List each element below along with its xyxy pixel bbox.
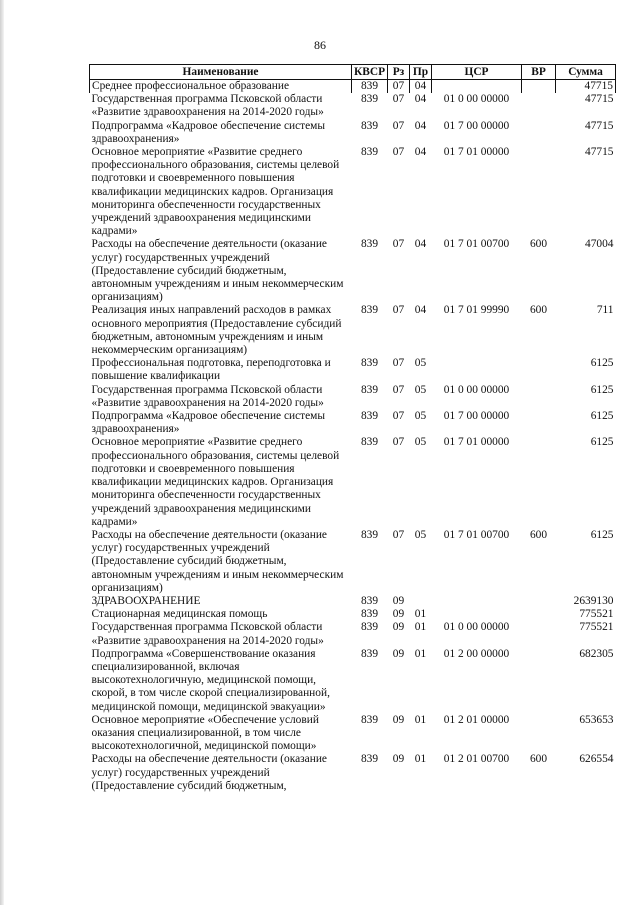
cell-name: Реализация иных направлений расходов в рамках основного мероприятия (Предоставление субсидий бюджетным, автономным учреждениям и иным некоммерческим организациям) <box>91 304 342 357</box>
cell-vr: 600 <box>529 528 548 541</box>
cell-pr: 01 <box>414 713 427 726</box>
table-row <box>90 80 616 94</box>
cell-vr <box>522 648 556 714</box>
table-row <box>90 93 616 119</box>
cell-rz: 07 <box>392 410 405 423</box>
cell-csr: 01 7 01 00000 <box>443 436 510 449</box>
cell-vr <box>522 608 556 621</box>
cell-vr: 600 <box>529 304 548 317</box>
cell-csr: 01 7 00 00000 <box>443 410 510 423</box>
cell-rz: 09 <box>392 608 405 621</box>
cell-rz: 07 <box>392 357 405 370</box>
table-row <box>90 238 616 304</box>
cell-vr <box>522 120 556 146</box>
cell-name: Государственная программа Псковской области «Развитие здравоохранения на 2014-2020 годы» <box>91 621 324 647</box>
cell-pr: 04 <box>414 238 427 251</box>
cell-kvsr: 839 <box>360 647 379 660</box>
cell-csr <box>432 608 522 621</box>
cell-pr: 04 <box>414 304 427 317</box>
cell-pr: 01 <box>414 647 427 660</box>
cell-sum: 2639130 <box>573 594 614 607</box>
cell-pr: 01 <box>414 621 427 634</box>
header-rz: Рз <box>388 65 410 80</box>
cell-sum: 711 <box>596 304 614 317</box>
cell-vr <box>522 146 556 238</box>
cell-csr <box>432 357 522 383</box>
table-header-row <box>90 65 616 80</box>
cell-kvsr: 839 <box>360 528 379 541</box>
cell-rz: 09 <box>392 594 405 607</box>
cell-kvsr: 839 <box>360 93 379 106</box>
cell-kvsr: 839 <box>360 594 379 607</box>
cell-pr: 04 <box>410 80 432 94</box>
table-row <box>90 436 616 528</box>
cell-sum: 47715 <box>585 119 614 132</box>
cell-sum: 6125 <box>590 528 614 541</box>
cell-kvsr: 839 <box>360 753 379 766</box>
cell-name: Государственная программа Псковской области «Развитие здравоохранения на 2014-2020 годы» <box>91 93 324 119</box>
cell-rz: 09 <box>392 753 405 766</box>
cell-csr: 01 7 01 00700 <box>443 528 510 541</box>
table-row <box>90 384 616 410</box>
cell-sum: 6125 <box>590 436 614 449</box>
cell-csr: 01 0 00 00000 <box>443 93 510 106</box>
cell-pr <box>410 595 432 608</box>
header-kvsr: КВСР <box>352 65 388 80</box>
cell-csr: 01 2 01 00000 <box>443 713 510 726</box>
cell-csr: 01 7 01 99990 <box>443 304 510 317</box>
cell-rz: 07 <box>392 93 405 106</box>
cell-kvsr: 839 <box>360 436 379 449</box>
cell-sum: 6125 <box>590 383 614 396</box>
header-sum: Сумма <box>556 65 616 80</box>
cell-csr <box>432 80 522 94</box>
cell-kvsr: 839 <box>360 383 379 396</box>
table-body <box>90 80 616 793</box>
cell-name: Государственная программа Псковской области «Развитие здравоохранения на 2014-2020 годы» <box>91 383 324 409</box>
cell-vr <box>522 621 556 647</box>
cell-rz: 07 <box>392 383 405 396</box>
cell-csr: 01 0 00 00000 <box>443 383 510 396</box>
cell-pr: 05 <box>414 383 427 396</box>
cell-name: Стационарная медицинская помощь <box>91 608 268 621</box>
cell-kvsr: 839 <box>360 713 379 726</box>
cell-kvsr: 839 <box>360 146 379 159</box>
cell-sum: 626554 <box>579 753 614 766</box>
cell-vr <box>522 436 556 528</box>
cell-sum: 6125 <box>590 410 614 423</box>
cell-name: Основное мероприятие «Развитие среднего профессионального образования, системы целевой подготовки и своевременного повышения квалификации медицинских кадров. Организация мониторинга обеспеченности государственных учреждений здравоохранения медицинскими кадрами» <box>91 436 340 528</box>
cell-pr: 04 <box>414 146 427 159</box>
cell-csr: 01 7 01 00000 <box>443 146 510 159</box>
cell-vr <box>522 714 556 754</box>
cell-rz: 09 <box>392 647 405 660</box>
cell-vr <box>522 595 556 608</box>
cell-csr: 01 2 00 00000 <box>443 647 510 660</box>
cell-kvsr: 839 <box>352 80 388 94</box>
cell-rz: 07 <box>392 238 405 251</box>
cell-sum: 6125 <box>590 357 614 370</box>
cell-rz: 07 <box>392 146 405 159</box>
cell-rz: 09 <box>392 621 405 634</box>
table-row <box>90 410 616 436</box>
cell-name: Подпрограмма «Кадровое обеспечение системы здравоохранения» <box>91 119 326 145</box>
header-csr: ЦСР <box>432 65 522 80</box>
scan-edge <box>0 0 4 905</box>
cell-vr <box>522 410 556 436</box>
cell-pr: 01 <box>414 608 427 621</box>
cell-name: Расходы на обеспечение деятельности (оказание услуг) государственных учреждений (Предоставление субсидий бюджетным, автономным учреждениям и иным некоммерческим организациям) <box>91 528 344 594</box>
cell-rz: 07 <box>388 80 410 94</box>
header-name: Наименование <box>90 65 352 80</box>
cell-name: Профессиональная подготовка, переподготовка и повышение квалификации <box>91 357 331 383</box>
table-row <box>90 146 616 238</box>
cell-csr: 01 0 00 00000 <box>443 621 510 634</box>
table-row <box>90 357 616 383</box>
cell-sum: 682305 <box>579 647 614 660</box>
table-row <box>90 595 616 608</box>
page-number: 86 <box>314 38 326 52</box>
cell-rz: 07 <box>392 304 405 317</box>
cell-rz: 07 <box>392 528 405 541</box>
cell-pr: 05 <box>414 436 427 449</box>
table-row <box>90 529 616 595</box>
cell-vr <box>522 93 556 119</box>
cell-rz: 07 <box>392 119 405 132</box>
cell-vr <box>522 384 556 410</box>
cell-kvsr: 839 <box>360 608 379 621</box>
cell-kvsr: 839 <box>360 304 379 317</box>
table-row <box>90 753 616 793</box>
cell-csr: 01 7 01 00700 <box>443 238 510 251</box>
cell-name: Среднее профессиональное образование <box>90 80 352 94</box>
cell-kvsr: 839 <box>360 238 379 251</box>
cell-sum: 47004 <box>585 238 614 251</box>
cell-sum: 653653 <box>579 713 614 726</box>
cell-sum: 47715 <box>556 80 616 94</box>
cell-pr: 05 <box>414 528 427 541</box>
table-row <box>90 648 616 714</box>
header-vr: ВР <box>522 65 556 80</box>
cell-pr: 04 <box>414 119 427 132</box>
cell-name: Основное мероприятие «Развитие среднего профессионального образования, системы целевой подготовки и своевременного повышения квалификации медицинских кадров. Организация мониторинга обеспеченности государственных учреждений здравоохранения медицинскими кадрами» <box>91 146 340 238</box>
cell-kvsr: 839 <box>360 410 379 423</box>
table-row <box>90 621 616 647</box>
cell-name: ЗДРАВООХРАНЕНИЕ <box>91 594 201 607</box>
cell-name: Расходы на обеспечение деятельности (оказание услуг) государственных учреждений (Предоставление субсидий бюджетным, <box>91 753 327 792</box>
cell-kvsr: 839 <box>360 119 379 132</box>
table-row <box>90 714 616 754</box>
cell-vr <box>522 357 556 383</box>
cell-sum: 775521 <box>579 608 614 621</box>
cell-name: Расходы на обеспечение деятельности (оказание услуг) государственных учреждений (Предоставление субсидий бюджетным, автономным учреждениям и иным некоммерческим организациям) <box>91 238 344 304</box>
cell-name: Основное мероприятие «Обеспечение условий оказания специализированной, в том числе высокотехнологичной, медицинской помощи» <box>91 713 319 753</box>
cell-pr: 05 <box>414 357 427 370</box>
budget-table <box>89 64 616 793</box>
cell-pr: 04 <box>414 93 427 106</box>
cell-pr: 05 <box>414 410 427 423</box>
cell-csr: 01 7 00 00000 <box>443 119 510 132</box>
cell-sum: 47715 <box>585 146 614 159</box>
cell-vr <box>522 80 556 94</box>
cell-name: Подпрограмма «Совершенствование оказания специализированной, включая высокотехнологичную, медицинской помощи, скорой, в том числе скорой специализированной, медицинской помощи, медицинской эвакуации» <box>91 647 330 713</box>
cell-name: Подпрограмма «Кадровое обеспечение системы здравоохранения» <box>91 410 326 436</box>
cell-csr <box>432 595 522 608</box>
cell-kvsr: 839 <box>360 621 379 634</box>
table-row <box>90 608 616 621</box>
table-row <box>90 304 616 357</box>
cell-rz: 07 <box>392 436 405 449</box>
cell-vr: 600 <box>529 238 548 251</box>
cell-sum: 775521 <box>579 621 614 634</box>
table-row <box>90 120 616 146</box>
cell-pr: 01 <box>414 753 427 766</box>
cell-vr: 600 <box>529 753 548 766</box>
cell-kvsr: 839 <box>360 357 379 370</box>
cell-csr: 01 2 01 00700 <box>443 753 510 766</box>
cell-rz: 09 <box>392 713 405 726</box>
header-pr: Пр <box>410 65 432 80</box>
cell-sum: 47715 <box>585 93 614 106</box>
